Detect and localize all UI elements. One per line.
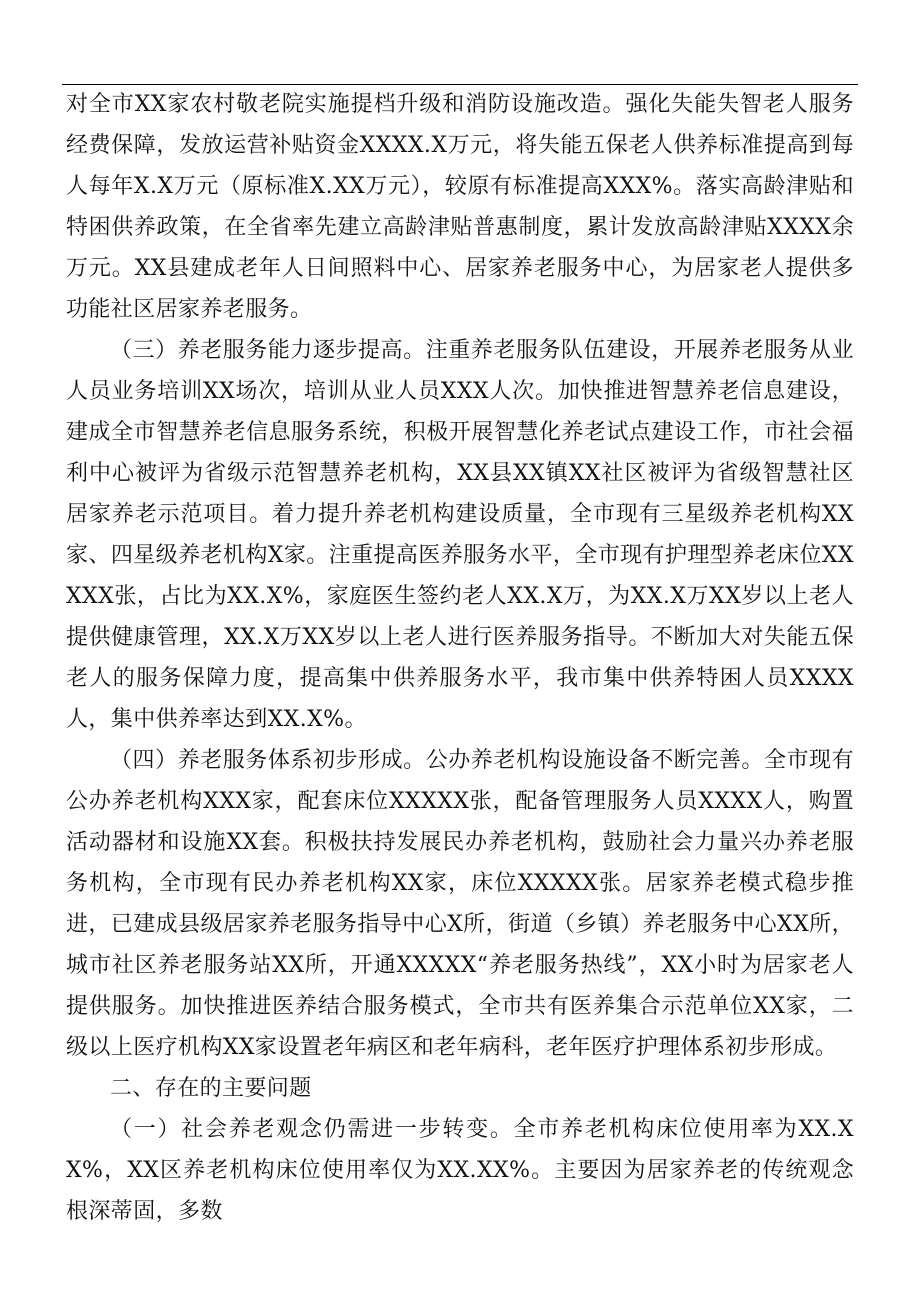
paragraph-service-system: （四）养老服务体系初步形成。公办养老机构设施设备不断完善。全市现有公办养老机构XXX家，配套床位XXXXX张，配备管理服务人员XXXX人，购置活动器材和设施XX套。积极扶持发展民办养老机构，鼓励社会力量兴办养老服务机构，全市现有民办养老机构XX家，床位XXXXX张。居家养老模式稳步推进，已建成县级居家养老服务指导中心X所，街道（乡镇）养老服务中心XX所，城市社区养老服务站XX所，开通XXXXX“养老服务热线”，XX小时为居家老人提供服务。加快推进医养结合服务模式，全市共有医养集合示范单位XX家，二级以上医疗机构XX家设置老年病区和老年病科，老年医疗护理体系初步形成。 bbox=[66, 748, 854, 1060]
section-heading-main-problems: 二、存在的主要问题 bbox=[110, 1076, 312, 1101]
paragraph-continuation: 对全市XX家农村敬老院实施提档升级和消防设施改造。强化失能失智老人服务经费保障，发放运营补贴资金XXXX.X万元，将失能五保老人供养标准提高到每人每年X.X万元（原标准X.XX万元），较原有标准提高XXX%。落实高龄津贴和特困供养政策，在全省率先建立高龄津贴普惠制度，累计发放高龄津贴XXXX余万元。XX县建成老年人日间照料中心、居家养老服务中心，为居家老人提供多功能社区居家养老服务。 bbox=[66, 92, 854, 322]
paragraph-service-capacity: （三）养老服务能力逐步提高。注重养老服务队伍建设，开展养老服务从业人员业务培训XX场次，培训从业人员XXX人次。加快推进智慧养老信息建设，建成全市智慧养老信息服务系统，积极开展智慧化养老试点建设工作，市社会福利中心被评为省级示范智慧养老机构，XX县XX镇XX社区被评为省级智慧社区居家养老示范项目。着力提升养老机构建设质量，全市现有三星级养老机构XX家、四星级养老机构X家。注重提高医养服务水平，全市现有护理型养老床位XXXXX张，占比为XX.X%，家庭医生签约老人XX.X万，为XX.X万XX岁以上老人提供健康管理，XX.X万XX岁以上老人进行医养服务指导。不断加大对失能五保老人的服务保障力度，提高集中供养服务水平，我市集中供养特困人员XXXX人，集中供养率达到XX.X%。 bbox=[66, 338, 854, 732]
paragraph-social-concept: （一）社会养老观念仍需进一步转变。全市养老机构床位使用率为XX.XX%，XX区养老机构床位使用率仅为XX.XX%。主要因为居家养老的传统观念根深蒂固，多数 bbox=[66, 1117, 854, 1224]
document-body bbox=[66, 84, 854, 1232]
